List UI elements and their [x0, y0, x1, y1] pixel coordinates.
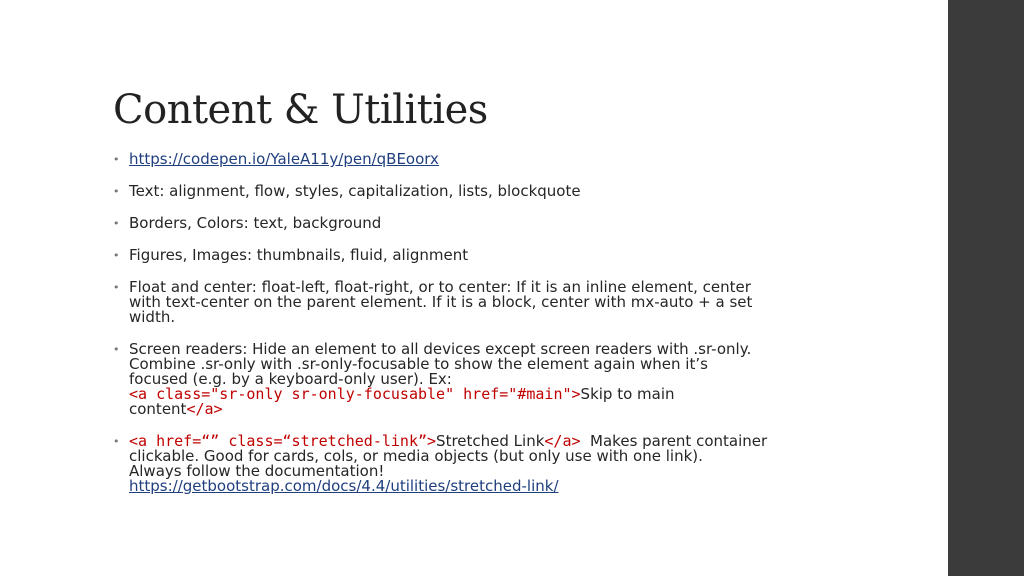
bullet-dot-icon: • [113, 153, 120, 166]
bullet-dot-icon: • [113, 249, 120, 262]
bullet-dot-icon: • [113, 343, 120, 356]
bullet-text-line: Screen readers: Hide an element to all devices except screen readers with .sr-only. [129, 340, 752, 358]
code-snippet-open-tag: <a href=“” class=“stretched-link”> [129, 432, 437, 450]
code-snippet-open-tag: <a class="sr-only sr-only-focusable" href="#main"> [129, 385, 581, 403]
bullet-item-figures [113, 248, 833, 263]
bullet-text: Makes parent container [580, 432, 768, 450]
bullet-text: Skip to main [580, 385, 675, 403]
bullet-item-stretched-link [113, 434, 833, 494]
code-snippet-close-tag: </a> [186, 400, 223, 418]
right-sidebar-bar [948, 0, 1024, 576]
bullet-text: Borders, Colors: text, background [129, 214, 382, 232]
bullet-text-line: focused (e.g. by a keyboard-only user). Ex: [129, 370, 452, 388]
bullet-text-line: width. [129, 308, 176, 326]
bullet-text: Figures, Images: thumbnails, fluid, alignment [129, 246, 469, 264]
code-snippet-close-tag: </a> [544, 432, 581, 450]
bullet-item-codepen [113, 152, 833, 167]
bullet-item-text [113, 184, 833, 199]
bullet-dot-icon: • [113, 281, 120, 294]
slide-title: Content & Utilities [113, 87, 488, 133]
codepen-link[interactable]: https://codepen.io/YaleA11y/pen/qBEoorx [129, 150, 439, 168]
bullet-text: Text: alignment, flow, styles, capitalization, lists, blockquote [129, 182, 581, 200]
bullet-text-line: Combine .sr-only with .sr-only-focusable to show the element again when it’s [129, 355, 708, 373]
bullet-item-screen-readers [113, 342, 833, 417]
bullet-dot-icon: • [113, 217, 120, 230]
bullet-text-line: with text-center on the parent element. If it is a block, center with mx-auto + a set [129, 293, 753, 311]
bullet-dot-icon: • [113, 185, 120, 198]
bullet-text-line: Always follow the documentation! [129, 462, 385, 480]
bullet-text-line: Float and center: float-left, float-right, or to center: If it is an inline element, center [129, 278, 751, 296]
bullet-item-borders [113, 216, 833, 231]
bootstrap-docs-link[interactable]: https://getbootstrap.com/docs/4.4/utilities/stretched-link/ [129, 477, 559, 495]
bullet-text: Stretched Link [436, 432, 545, 450]
bullet-text-line: clickable. Good for cards, cols, or media objects (but only use with one link). [129, 447, 703, 465]
bullet-text: content [129, 400, 187, 418]
bullet-list [113, 152, 833, 511]
bullet-dot-icon: • [113, 435, 120, 448]
bullet-item-float [113, 280, 833, 325]
